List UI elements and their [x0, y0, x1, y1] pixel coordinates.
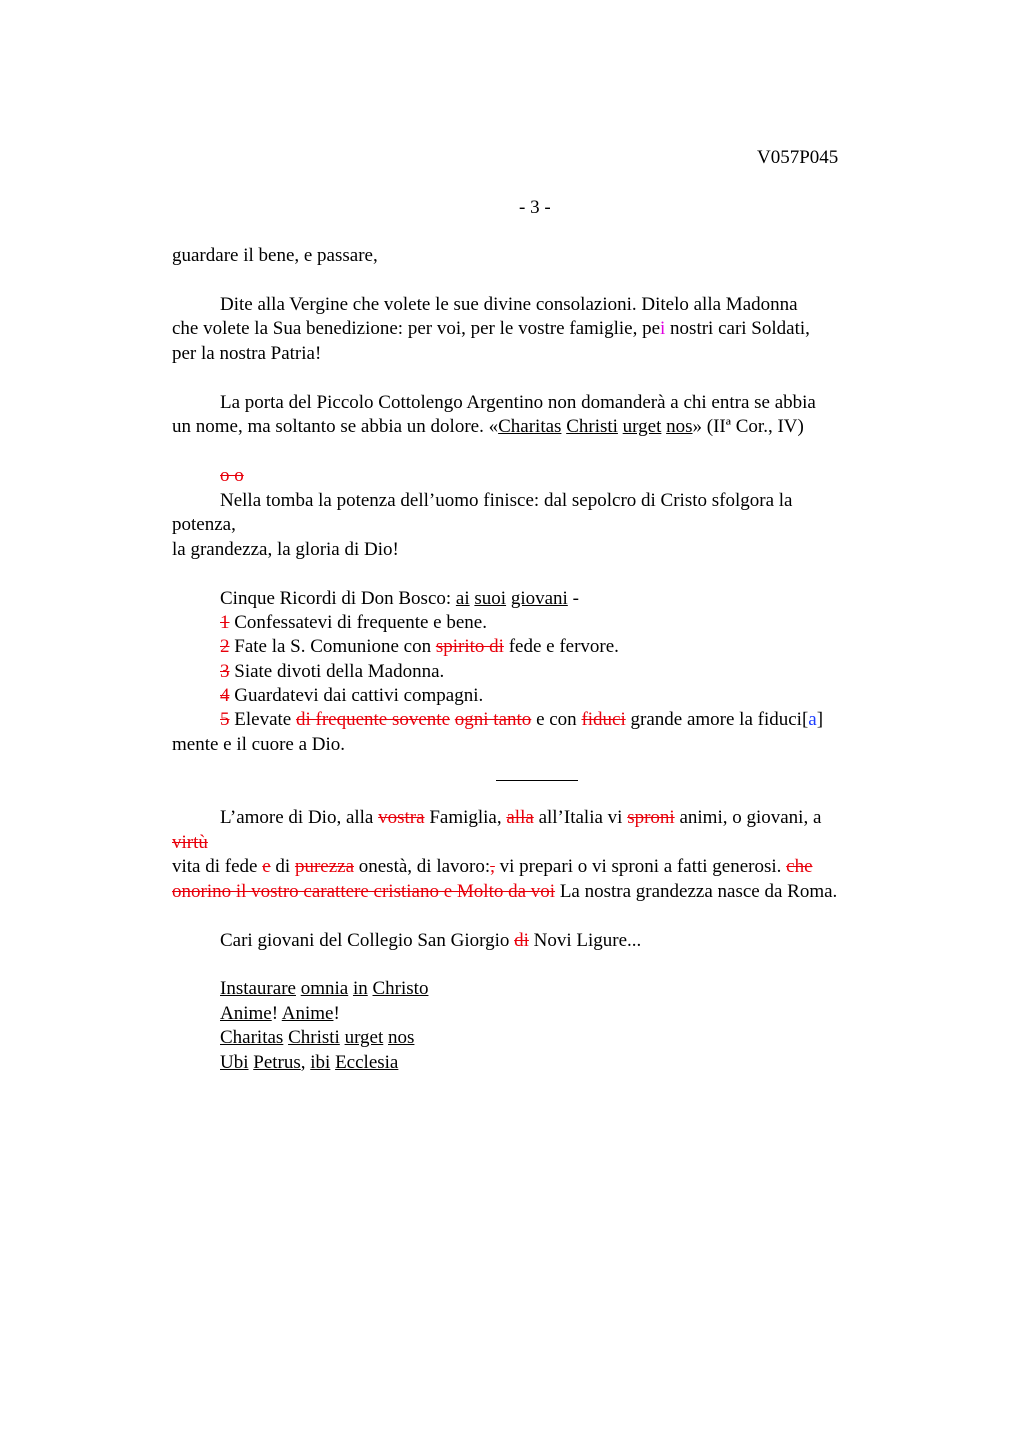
text-run: Famiglia, [424, 807, 507, 828]
paragraph-line [172, 415, 804, 439]
text-run: vita di fede [172, 856, 263, 877]
document-code: V057P045 [757, 147, 839, 168]
text-run: fede e fervore. [503, 636, 619, 657]
deletion-mark: sproni [627, 807, 675, 828]
underlined-word: Christi [566, 416, 618, 437]
paragraph-line [220, 929, 641, 953]
list-item [220, 708, 823, 732]
underlined-word: Anime [220, 1003, 272, 1024]
paragraph-line [172, 880, 837, 904]
paragraph-line [172, 855, 813, 879]
underlined-word: giovani [510, 588, 568, 609]
motto-line [220, 1002, 340, 1026]
underlined-word: in [352, 978, 368, 999]
underlined-word: Anime [281, 1003, 334, 1024]
text-run: di [270, 856, 295, 877]
text-run: e con [531, 709, 582, 730]
page-number: - 3 - [519, 197, 551, 218]
list-item [220, 635, 619, 659]
separator-rule [496, 780, 578, 781]
motto-line [220, 1051, 398, 1075]
paragraph-line [220, 806, 821, 830]
deletion-mark: 1 [220, 612, 230, 633]
deletion-mark: alla [506, 807, 534, 828]
deletion-mark: fiduci [581, 709, 626, 730]
list-item [220, 660, 444, 684]
paragraph-line: La porta del Piccolo Cottolengo Argentino non domanderà a chi entra se abbia [220, 392, 816, 413]
text-run: - [567, 588, 579, 609]
paragraph-line [220, 464, 244, 488]
deletion-mark: 3 [220, 661, 230, 682]
text-run: onestà, di lavoro: [354, 856, 491, 877]
text-run: grande amore la fiduci[ [625, 709, 809, 730]
underlined-word: Petrus [253, 1052, 301, 1073]
deletion-mark: e [262, 856, 271, 877]
text-run: ! [333, 1003, 340, 1024]
deletion-mark: ogni tanto [454, 709, 532, 730]
deletion-mark: di frequente sovente [295, 709, 451, 730]
text-run: nostri cari Soldati, [665, 318, 810, 339]
ricordi-heading [220, 587, 579, 611]
text-run: Cinque Ricordi di Don Bosco: [220, 588, 456, 609]
text-run: vi prepari o vi sproni a fatti generosi. [494, 856, 787, 877]
underlined-word: urget [622, 416, 662, 437]
text-run: un nome, ma soltanto se abbia un dolore. « [172, 416, 499, 437]
text-run: animi, o giovani, a [674, 807, 822, 828]
deletion-mark: virtù [172, 832, 208, 853]
paragraph-line [172, 831, 208, 855]
underlined-word: Charitas [498, 416, 562, 437]
underlined-word: nos [388, 1027, 415, 1048]
insertion-mark: a [808, 709, 817, 730]
text-run: » (IIª Cor., IV) [692, 416, 804, 437]
underlined-word: ibi [310, 1052, 331, 1073]
text-run: ! [271, 1003, 279, 1024]
list-item [220, 611, 487, 635]
deletion-mark: onorino il vostro carattere cristiano e Molto da voi [172, 881, 556, 902]
paragraph-line: la grandezza, la gloria di Dio! [172, 539, 399, 560]
text-run: Guardatevi dai cattivi compagni. [229, 685, 484, 706]
deletion-mark: , [490, 856, 495, 877]
text-run: La nostra grandezza nasce da Roma. [555, 881, 838, 902]
underlined-word: Ecclesia [335, 1052, 399, 1073]
text-run: all’Italia vi [533, 807, 628, 828]
paragraph-line: per la nostra Patria! [172, 343, 322, 364]
paragraph-line: Nella tomba la potenza dell’uomo finisce: dal sepolcro di Cristo sfolgora la [220, 490, 793, 511]
text-run: Fate la S. Comunione con [229, 636, 436, 657]
text-run: L’amore di Dio, alla [220, 807, 379, 828]
paragraph-line: Dite alla Vergine che volete le sue divine consolazioni. Ditelo alla Madonna [220, 294, 798, 315]
motto-line [220, 977, 428, 1001]
deletion-mark: 4 [220, 685, 230, 706]
deletion-mark: spirito di [435, 636, 504, 657]
paragraph-line: guardare il bene, e passare, [172, 245, 378, 266]
deletion-mark: purezza [294, 856, 354, 877]
deletion-mark: che [786, 856, 813, 877]
underlined-word: omnia [300, 978, 349, 999]
underlined-word: Christo [372, 978, 429, 999]
underlined-word: ai [455, 588, 470, 609]
text-run: Elevate [229, 709, 296, 730]
text-run: Confessatevi di frequente e bene. [229, 612, 487, 633]
deletion-mark: 5 [220, 709, 230, 730]
motto-line [220, 1026, 414, 1050]
underlined-word: suoi [474, 588, 507, 609]
underlined-word: Instaurare [220, 978, 296, 999]
paragraph-line: potenza, [172, 514, 236, 535]
insertion-mark: i [660, 318, 666, 339]
underlined-word: Ubi [220, 1052, 249, 1073]
paragraph-line: mente e il cuore a Dio. [172, 734, 346, 755]
underlined-word: urget [344, 1027, 384, 1048]
deletion-mark: di [514, 930, 529, 951]
text-run: Cari giovani del Collegio San Giorgio [220, 930, 515, 951]
deletion-mark: vostra [378, 807, 425, 828]
text-run: Siate divoti della Madonna. [229, 661, 445, 682]
text-run: ] [816, 709, 824, 730]
underlined-word: Christi [288, 1027, 340, 1048]
list-item [220, 684, 483, 708]
deletion-mark: o o [220, 465, 244, 486]
text-run: Novi Ligure... [528, 930, 642, 951]
paragraph-line [172, 317, 810, 341]
underlined-word: Charitas [220, 1027, 284, 1048]
text-run: , [300, 1052, 306, 1073]
underlined-word: nos [666, 416, 693, 437]
deletion-mark: 2 [220, 636, 230, 657]
text-run: che volete la Sua benedizione: per voi, per le vostre famiglie, pe [172, 318, 661, 339]
